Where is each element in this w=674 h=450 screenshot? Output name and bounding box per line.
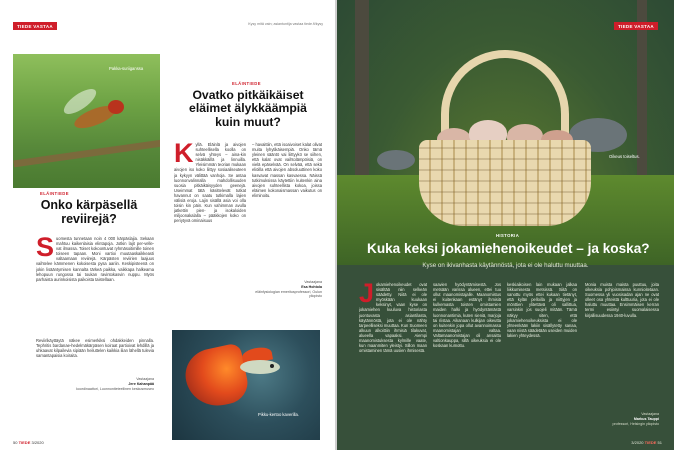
section-tag: TIEDE VASTAA [13,22,57,30]
article2-signature-title: eläinfysiologian emeritusprofessori, Oulun yliopisto [255,289,322,299]
article2-body-2: – havaittiin, että isoaivoiset kalat olivat muita lyhytikäisempiä. Onko tämä yleinen sääntö vai liittyykö se siihen, että kalat ovat vaihtolämpöisiä, on vielä epäselvää. On selvää, että sekä eliöilla että aivojen absoluuttinen koko kasvavat massan kasvaessa. Näissä tutkimuksissa käytettiin kuitenkin aina aivojen suhteellista kokoa, joissa eläimen kokonaismassan vaikutus on eliminoitu. [252,142,322,198]
article2-signature-name: Esa Hohtola [301,284,322,289]
guppy-photo-caption: Pikku-kertoo kaverilla. [258,412,299,417]
article3-column-2 [433,282,501,440]
article1-dropcap: S [36,236,55,262]
article3-signature-name: Markus Tauppi [633,416,659,421]
right-page-number: 51 [657,440,662,445]
article1-body-2: Reviirikäyttäytä näkee esimerkiksi ohdakkeiden pinnalla. Tephritis bardanae-hedelmäkärpäsen koiraat partioivat lehdillä ja uhkaavat kilpailevia sipiään heiluttelen kaikkia ilian lähellä tulevia samantapaisia koiraita. [36,338,154,359]
article2-column-1 [174,142,246,322]
basket-photo [337,0,674,265]
article1-signature-name: Jere Kahanpää [128,381,154,386]
article1-body-1: uomesta tunnetaan noin 4 000 kärpäslajia. Sekaan mahtuu kaikenlaisia elintapoja. Jotkin lajit per-velle-vat ilmassa. Toiset kokoontuvat ryhmäsoitimille toinen toiseen tapaan. Moni vartioi muutaaskaikkeasti valtaamaan reviirejä. Kärpästen reviirien laajuus vaihtelee kämmenen kokoisesta pysa aariin. Keskipisteenä on jokin lisääntymisen kannalta tärkeä paikka, vaikkapa halkeama lehopuun rungossa tai toukan ravintokasvin nuppu. Myös parhaista aurinkoisista paikoista taistellaan. [36,236,154,282]
article3-dropcap: J [359,282,375,308]
fly-photo [13,54,160,188]
article1-column-2 [36,338,154,376]
tree-trunk-shape [355,0,369,190]
article2-body-1: yllä. Eläinlä ja aivojen suhteellisella koolla on selvä yhteys – aina-kin nisäkkäillä ja linnuilla. Yleisimmän teorian mukaan aivojen iso koko liittyy sosiaaliseuteen ja kykyyn välittää vanhoja. Se antaa luonnonvalinnalla mahdollisuuden suosia pitkäikäisyyden geenejä. Useimmat tätä käsittelevät tutkat havannut on saatu tutkimalla lajien välisiä eroja. Lajin sisällä asia voi olla toisin kin päin. Kun vahimman avulla jatkettin pien- ja isokaloiden miljoonakalalla – pääkkojen koko on periytyvä ominaisuus [174,142,246,224]
basket-photo-caption: Oikeus toiseltus. [609,154,640,159]
article3-signature-title: professori, Helsingin yliopisto [612,421,659,426]
article1-signature [60,377,154,391]
article1-signature-title: koordinaattori, Luonnontieteellinen keskusmuseo [76,386,154,391]
guppy-tail-shape [181,342,252,411]
section-tag-right: TIEDE VASTAA [614,22,658,30]
article3-body-2: saavien hyödyntämisestä. Jos metsään varissa alueen, ettei tuu ollut maanomistajalle. Maanomistus ei kuitenkaan estänyt ihmisiä kulkemasta toisten omistamien maiden halki ja hyödyntämästä luonnonantimia, kuten sieniä, marjoja tai riistaa. Aikanaan kulkijan oikeutta on kuitenkin jopa ollut avannoimassa maanomistajan valtaa. Valtamaanomistajan oli ansaittu valtionkauppa, sillä oikeuksia ei ole koskaan kumottu. [433,282,501,349]
article2-column-2 [252,142,322,274]
article3-column-1 [359,282,427,440]
article2-signature [252,280,322,299]
article2-signature-role: Vastaajana [304,280,322,284]
left-magazine-name: TIEDE [18,440,31,445]
article3-signature-role: Vastaajana [641,412,659,416]
left-page [0,0,335,450]
article3-subhead: Kyse on ikivanhasta käytännöstä, jota ei ole haluttu muuttaa. [422,262,589,269]
article3-body-4: Monia muista maista puuttuu, joita oikeuksia pohjoismaissa kunnioitetaan. Suomessa yli vuosisadan ajan ne ovat olleet osa yhteistä kulttuuria, jota ei ole haluttu muuttaa. Ensimmäisen kerran termi esiintyi suomalaisessa kirjallisuudessa 1940-luvulla. [585,282,659,318]
guppy-photo [172,330,320,440]
basket-weave-shape [419,140,591,226]
fly-photo-caption: Pakka-suriiganssa [109,66,144,71]
article1-headline: Onko kärpäsellä reviirejä? [40,198,138,226]
article3-signature [607,412,659,426]
article3-body-3: keskiaikoisen lain mukaan jalkaa liikkumisesta metsissä. Siitä on sanottu myös ettei kukaan tietänyt, että kylän pelloilla ja niittyjen ja mönttien ylitettävä oli sallittua, varsinkin jos suojeli mitään. Tämä näkyy siten, että jokamiehenoikeuksista ei ole yhteenkään lakiin sisällytetty sanaa, vaan niistä säädetään useiden muiden lakien yhteydessä. [507,282,577,338]
left-page-number: 50 [13,440,18,445]
twig-shape [13,140,160,168]
rock-shape [377,150,415,170]
article2-dropcap: K [174,142,194,168]
right-page [337,0,674,450]
right-magazine-name: TIEDE [644,440,657,445]
guppy-eye-shape [270,364,274,368]
article3-body-1: okamiehenoikeudet ovat sisältää niin selkeän säädetty. Niitä ei ole myöskään kuukaan keksinyt, vaan kyse on jokamiehen kuuluva historiasta juontuvasta asiantilasta, käytännöstä, jota ei ole nähty tarpeelliseksi muuttaa. Kun Suomeen alkuun alkoittiin ihmisiä tilakuvat, alueella vapaaksi. Aiempi maanomistuksesta kylmille vaate, kun maanmiten yleistyi. Sillon maan omistaminen tämä uusien ihmisestä. [359,282,427,354]
right-issue: 3/2020 [631,440,644,445]
article3-kicker: HISTORIA [496,233,520,238]
left-folio [13,440,44,445]
article2-headline: Ovatko pitkäikäiset eläimet älykkäämpiä kuin muut? [189,88,307,129]
left-issue: 3/2020 [31,440,44,445]
header-note: Kysy mitä vain; asiantuntija vastaa tiede.fi/kysy [248,22,323,26]
article3-column-3 [507,282,577,440]
right-folio [631,440,662,445]
guppy-body-shape [240,360,280,374]
article1-kicker: ELÄINTIEDE [40,191,69,196]
article3-headline: Kuka keksi jokamiehenoikeudet – ja koska? [367,241,650,256]
article2-kicker: ELÄINTIEDE [232,81,261,86]
article3-column-4 [585,282,659,404]
fly-head-shape [108,100,124,114]
article1-signature-role: Vastaajana [136,377,154,381]
